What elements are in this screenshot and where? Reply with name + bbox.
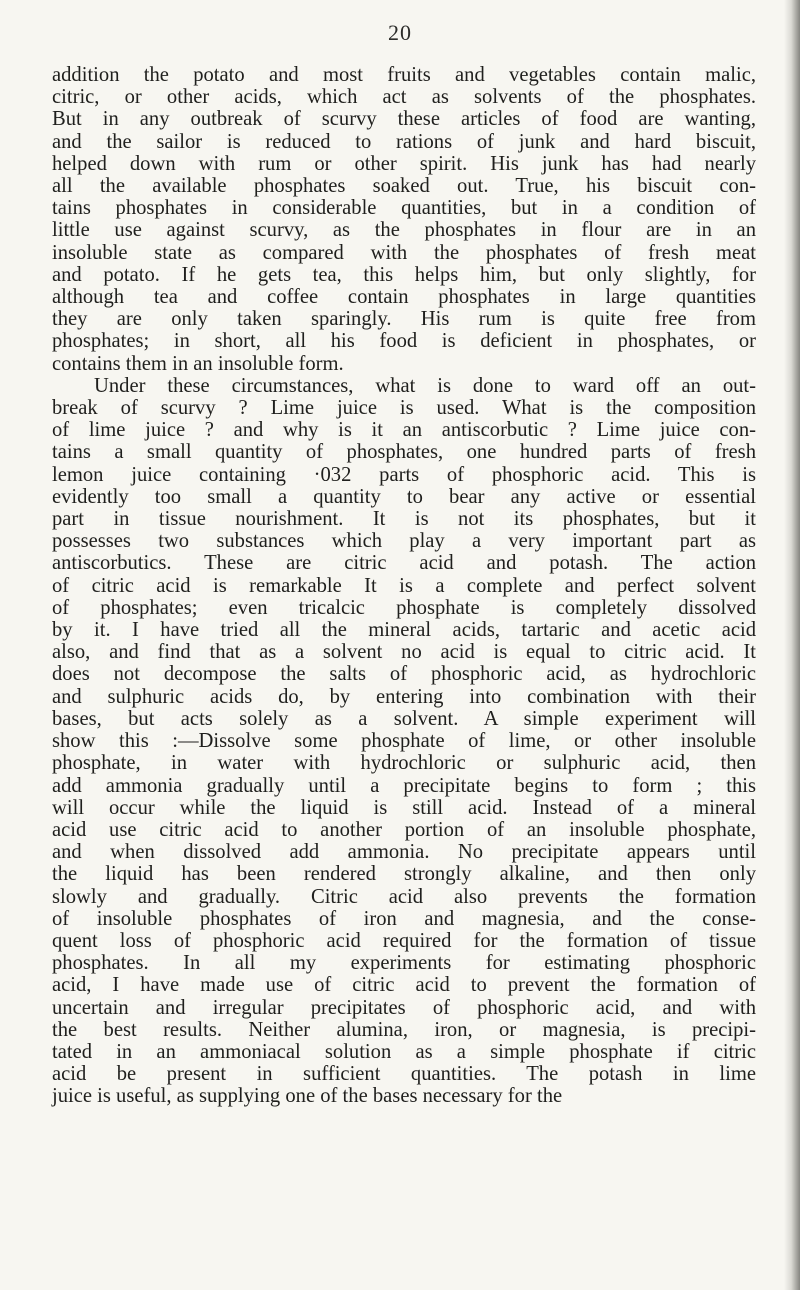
text-line: show this :—Dissolve some phosphate of lime, or other insoluble xyxy=(52,730,756,753)
text-line: and potato. If he gets tea, this helps him, but only slightly, for xyxy=(52,263,756,286)
text-line: insoluble state as compared with the phosphates of fresh meat xyxy=(52,241,756,264)
text-line: But in any outbreak of scurvy these articles of food are wanting, xyxy=(52,108,756,131)
text-line: will occur while the liquid is still acid. Instead of a mineral xyxy=(52,796,756,819)
page-edge-shadow xyxy=(784,0,800,1290)
text-line: quent loss of phosphoric acid required for the formation of tissue xyxy=(52,929,756,952)
text-line: helped down with rum or other spirit. His junk has had nearly xyxy=(52,152,756,175)
body-text xyxy=(52,64,756,1108)
text-line: and the sailor is reduced to rations of junk and hard biscuit, xyxy=(52,130,756,153)
text-line: tains phosphates in considerable quantities, but in a condition of xyxy=(52,197,756,220)
text-line: part in tissue nourishment. It is not its phosphates, but it xyxy=(52,508,756,531)
text-line: little use against scurvy, as the phosphates in flour are in an xyxy=(52,219,756,242)
text-line: break of scurvy ? Lime juice is used. What is the composition xyxy=(52,397,756,420)
text-line: antiscorbutics. These are citric acid and potash. The action xyxy=(52,552,756,575)
text-line: the liquid has been rendered strongly alkaline, and then only xyxy=(52,863,756,886)
text-line: possesses two substances which play a very important part as xyxy=(52,530,756,553)
text-line: Under these circumstances, what is done to ward off an out- xyxy=(94,374,756,397)
text-line: and sulphuric acids do, by entering into combination with their xyxy=(52,685,756,708)
text-line: does not decompose the salts of phosphoric acid, as hydrochloric xyxy=(52,663,756,686)
text-line: addition the potato and most fruits and vegetables contain malic, xyxy=(52,64,756,86)
text-line: of phosphates; even tricalcic phosphate is completely dissolved xyxy=(52,596,756,619)
text-line: acid be present in sufficient quantities. The potash in lime xyxy=(52,1063,756,1086)
text-line: evidently too small a quantity to bear any active or essential xyxy=(52,485,756,508)
text-line: they are only taken sparingly. His rum is quite free from xyxy=(52,308,756,331)
text-line: juice is useful, as supplying one of the bases necessary for the xyxy=(52,1085,563,1108)
text-line: lemon juice containing ·032 parts of phosphoric acid. This is xyxy=(52,463,756,486)
text-line: also, and find that as a solvent no acid is equal to citric acid. It xyxy=(52,641,756,664)
text-line: of citric acid is remarkable It is a complete and perfect solvent xyxy=(52,574,756,597)
text-line: acid use citric acid to another portion of an insoluble phosphate, xyxy=(52,818,756,841)
text-line: acid, I have made use of citric acid to prevent the formation of xyxy=(52,974,756,997)
text-line: bases, but acts solely as a solvent. A simple experiment will xyxy=(52,707,756,730)
text-line: the best results. Neither alumina, iron, or magnesia, is precipi- xyxy=(52,1018,756,1041)
text-line: phosphate, in water with hydrochloric or sulphuric acid, then xyxy=(52,752,756,775)
text-line: tated in an ammoniacal solution as a simple phosphate if citric xyxy=(52,1040,756,1063)
text-line: phosphates; in short, all his food is deficient in phosphates, or xyxy=(52,330,756,353)
page-number: 20 xyxy=(388,20,412,45)
text-line: contains them in an insoluble form. xyxy=(52,352,344,375)
text-line: of insoluble phosphates of iron and magnesia, and the conse- xyxy=(52,907,756,930)
text-line: slowly and gradually. Citric acid also prevents the formation xyxy=(52,885,756,908)
text-line: uncertain and irregular precipitates of phosphoric acid, and with xyxy=(52,996,756,1019)
text-line: all the available phosphates soaked out. True, his biscuit con- xyxy=(52,175,756,198)
text-line: although tea and coffee contain phosphates in large quantities xyxy=(52,286,756,309)
text-line: citric, or other acids, which act as solvents of the phosphates. xyxy=(52,86,756,109)
text-line: by it. I have tried all the mineral acids, tartaric and acetic acid xyxy=(52,619,756,642)
text-line: of lime juice ? and why is it an antiscorbutic ? Lime juice con- xyxy=(52,419,756,442)
text-line: add ammonia gradually until a precipitate begins to form ; this xyxy=(52,774,756,797)
text-line: phosphates. In all my experiments for estimating phosphoric xyxy=(52,952,756,975)
text-line: tains a small quantity of phosphates, one hundred parts of fresh xyxy=(52,441,756,464)
text-line: and when dissolved add ammonia. No precipitate appears until xyxy=(52,841,756,864)
